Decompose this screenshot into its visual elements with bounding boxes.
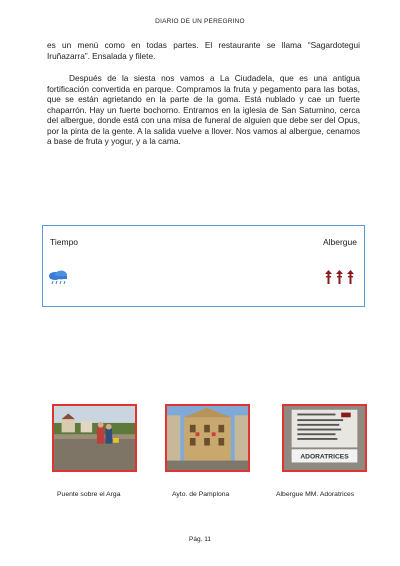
bridge-photo-icon — [54, 406, 135, 470]
rain-cloud-icon — [47, 270, 69, 286]
caption-puente: Puente sobre el Arga — [57, 491, 121, 498]
photo-puente-arga — [52, 404, 137, 472]
info-box — [42, 225, 365, 307]
photo-ayto-pamplona — [165, 404, 250, 472]
caption-ayto: Ayto. de Pamplona — [172, 491, 230, 498]
albergue-label: Albergue — [322, 237, 357, 247]
caption-albergue: Albergue MM. Adoratrices — [276, 491, 355, 498]
pilgrim-cross-icon — [336, 270, 343, 284]
page-header: DIARIO DE UN PEREGRINO — [155, 18, 245, 25]
photo-albergue-adoratrices — [282, 404, 367, 472]
pilgrim-cross-icon — [325, 270, 332, 284]
albergue-sign-photo-icon — [284, 406, 365, 470]
paragraph-2: Después de la siesta nos vamos a La Ciudadela, que es una antigua fortificación convertida en parque. Compramos la fruta y pegamento para las botas, que se están agrietando en la parte de la goma. Está nublado y cae un fuerte chaparrón. Hay un fuerte bochorno. Entramos en la iglesia de San Saturnino, cerca del albergue, donde está con una misa de funeral de alguien que debe ser del Opus, por la pinta de la gente. A la salida vuelve a llover. Nos vamos al albergue, cenamos a base de fruta y yogur, y a la cama. — [47, 73, 360, 146]
town-hall-photo-icon — [167, 406, 248, 470]
pilgrim-cross-icon — [347, 270, 354, 284]
tiempo-label: Tiempo — [50, 237, 79, 247]
albergue-rating — [325, 270, 354, 284]
page-number: Pág. 11 — [189, 536, 211, 543]
sign-text: ADORATRICES — [300, 453, 349, 461]
paragraph-1: es un menú como en todas partes. El restaurante se llama “Sagardotegui Iruñazarra”. Ensalada y filete. — [47, 40, 360, 61]
